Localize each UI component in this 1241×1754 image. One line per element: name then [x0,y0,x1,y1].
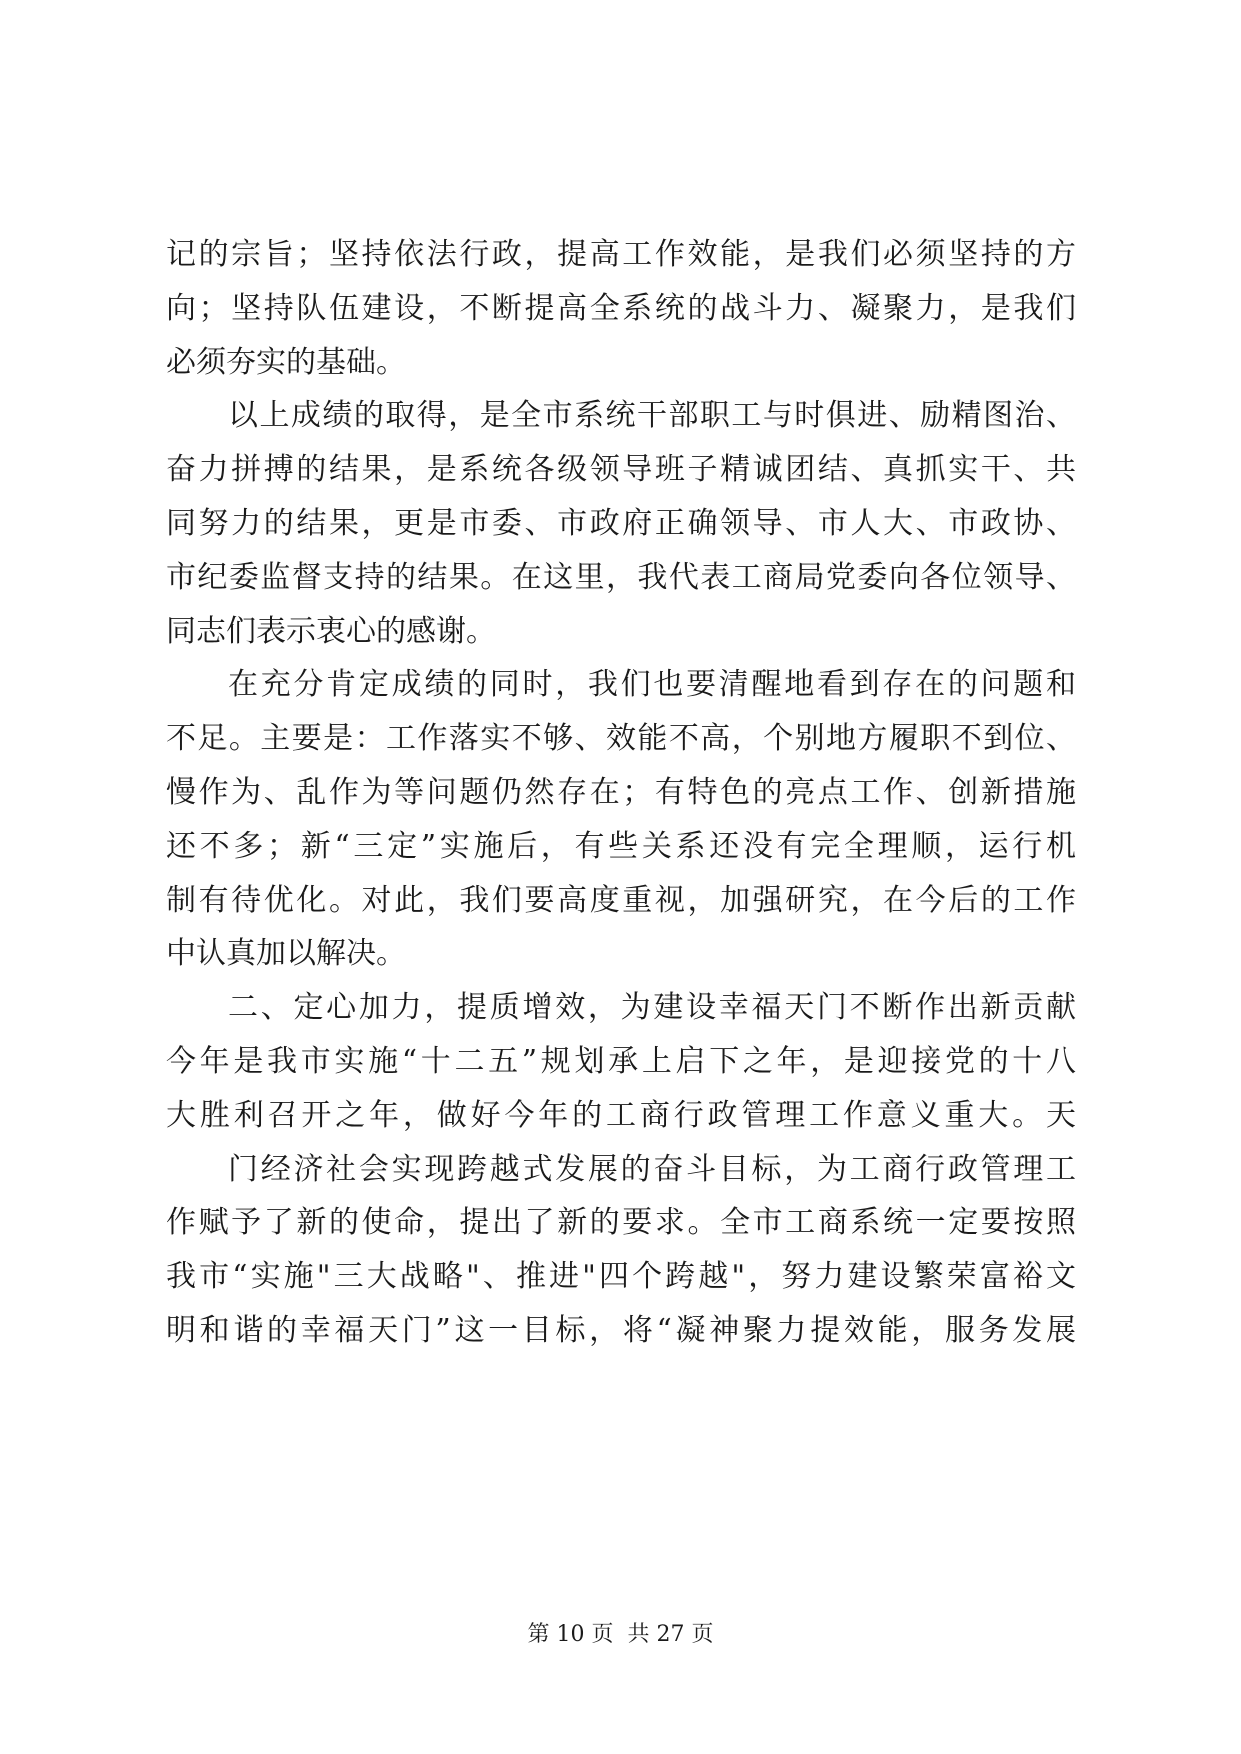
text-line: 门经济社会实现跨越式发展的奋斗目标，为工商行政管理工 [228,1151,1076,1187]
text-line: 奋力拼搏的结果，是系统各级领导班子精诚团结、真抓实干、共 [166,452,1076,488]
text-line: 记的宗旨；坚持依法行政，提高工作效能，是我们必须坚持的方 [166,237,1076,272]
text-line: 作赋予了新的使命，提出了新的要求。全市工商系统一定要按照 [166,1205,1076,1241]
document-body [166,228,1076,1358]
page-number: 第 10 页 共 27 页 [527,1622,714,1647]
page-footer [0,1620,1241,1650]
text-line: 我市“实施"三大战略"、推进"四个跨越"，努力建设繁荣富裕文 [166,1259,1076,1295]
text-line: 制有待优化。对此，我们要高度重视，加强研究，在今后的工作 [166,882,1076,918]
text-line: 中认真加以解决。 [166,936,406,972]
text-line: 市纪委监督支持的结果。在这里，我代表工商局党委向各位领导、 [166,559,1076,595]
text-line: 今年是我市实施“十二五”规划承上启下之年，是迎接党的十八 [166,1043,1076,1079]
text-line: 同努力的结果，更是市委、市政府正确领导、市人大、市政协、 [166,505,1076,541]
text-line: 慢作为、乱作为等问题仍然存在；有特色的亮点工作、创新措施 [166,774,1076,810]
text-line: 同志们表示衷心的感谢。 [166,613,496,649]
text-line: 向；坚持队伍建设，不断提高全系统的战斗力、凝聚力，是我们 [166,290,1076,326]
text-line: 不足。主要是：工作落实不够、效能不高，个别地方履职不到位、 [166,721,1076,757]
text-line: 以上成绩的取得，是全市系统干部职工与时俱进、励精图治、 [228,398,1076,434]
text-line: 大胜利召开之年，做好今年的工商行政管理工作意义重大。天 [166,1097,1076,1133]
text-line: 必须夯实的基础。 [166,344,406,380]
text-line: 明和谐的幸福天门”这一目标，将“凝神聚力提效能，服务发展 [166,1312,1076,1348]
text-line: 在充分肯定成绩的同时，我们也要清醒地看到存在的问题和 [228,667,1076,703]
section-heading: 二、定心加力，提质增效，为建设幸福天门不断作出新贡献 [228,990,1076,1026]
text-line: 还不多；新“三定”实施后，有些关系还没有完全理顺，运行机 [166,828,1076,864]
